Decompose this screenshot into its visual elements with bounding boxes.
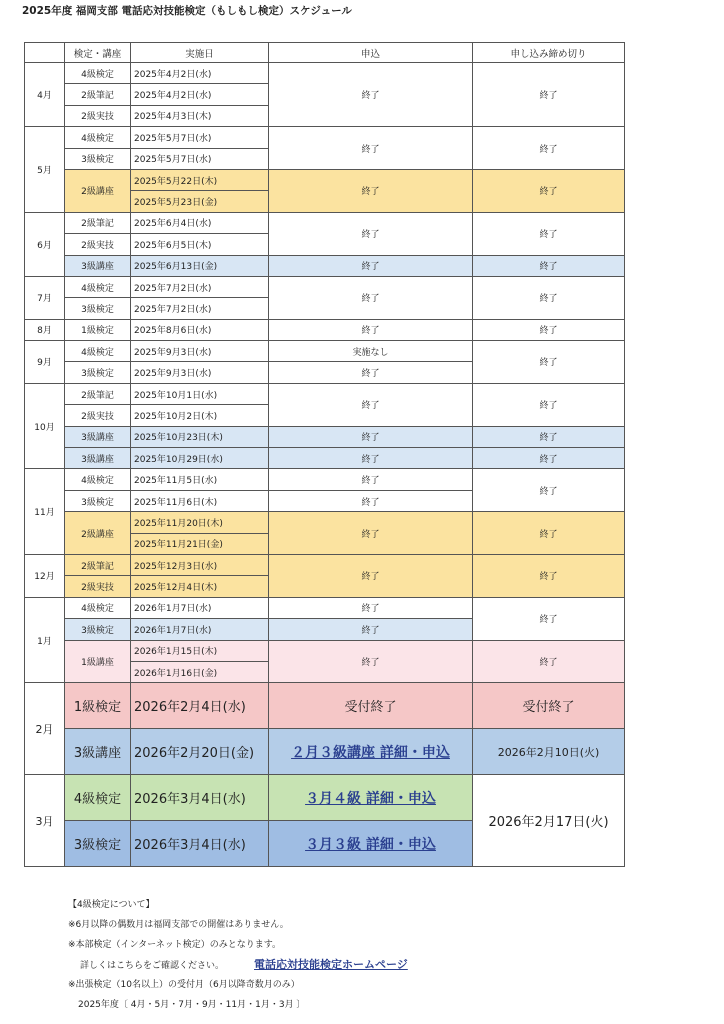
note-line: ※出張検定（10名以上）の受付月（6月以降奇数月のみ） (68, 980, 300, 990)
exam-date: 2026年2月4日(水) (131, 683, 269, 729)
table-row (25, 319, 625, 340)
apply-cell (269, 729, 473, 775)
exam-type: 2級講座 (65, 169, 131, 212)
apply-cell (269, 775, 473, 821)
exam-type: 2級実技 (65, 405, 131, 426)
exam-date: 2025年11月5日(水) (131, 469, 269, 490)
deadline-status: 終了 (473, 212, 625, 255)
table-row (25, 255, 625, 276)
deadline-status: 終了 (473, 469, 625, 512)
table-row (25, 775, 625, 821)
exam-type: 4級検定 (65, 469, 131, 490)
apply-status: 終了 (269, 640, 473, 683)
table-row (25, 276, 625, 297)
table-row (25, 512, 625, 533)
exam-type: 4級検定 (65, 597, 131, 618)
note-line: ※6月以降の偶数月は福岡支部での開催はありません。 (68, 920, 289, 930)
apply-status: 終了 (269, 597, 473, 618)
exam-type: 2級筆記 (65, 383, 131, 404)
exam-date: 2026年1月7日(水) (131, 597, 269, 618)
exam-date: 2025年10月29日(水) (131, 448, 269, 469)
exam-type: 2級筆記 (65, 212, 131, 233)
exam-date: 2025年12月4日(木) (131, 576, 269, 597)
exam-date: 2025年6月13日(金) (131, 255, 269, 276)
table-row (25, 426, 625, 447)
exam-type: 3級検定 (65, 298, 131, 319)
month-label: 10月 (25, 383, 65, 469)
exam-date: 2026年2月20日(金) (131, 729, 269, 775)
apply-status: 終了 (269, 426, 473, 447)
apply-status: 終了 (269, 448, 473, 469)
exam-date: 2025年9月3日(水) (131, 341, 269, 362)
exam-date: 2025年11月6日(木) (131, 490, 269, 511)
deadline-status: 終了 (473, 276, 625, 319)
month-label: 5月 (25, 127, 65, 213)
deadline-status: 終了 (473, 426, 625, 447)
deadline-status: 終了 (473, 169, 625, 212)
deadline-status: 終了 (473, 127, 625, 170)
exam-date: 2025年10月23日(木) (131, 426, 269, 447)
apply-status: 終了 (269, 619, 473, 640)
exam-date: 2025年10月2日(木) (131, 405, 269, 426)
apply-status: 終了 (269, 319, 473, 340)
exam-date: 2025年7月2日(水) (131, 298, 269, 319)
apply-status: 終了 (269, 554, 473, 597)
exam-date: 2026年3月4日(水) (131, 775, 269, 821)
table-row (25, 729, 625, 775)
page-title: 2025年度 福岡支部 電話応対技能検定（もしもし検定）スケジュール (22, 5, 352, 17)
table-row (25, 640, 625, 661)
exam-type: 3級検定 (65, 619, 131, 640)
header-apply: 申込 (269, 43, 473, 63)
header-deadline: 申し込み締め切り (473, 43, 625, 63)
exam-date: 2025年8月6日(水) (131, 319, 269, 340)
exam-date: 2026年3月4日(水) (131, 821, 269, 867)
apply-status: 終了 (269, 127, 473, 170)
exam-date: 2025年4月3日(木) (131, 105, 269, 126)
month-label: 3月 (25, 775, 65, 867)
exam-type: 1級検定 (65, 683, 131, 729)
notes-heading: 【4級検定について】 (68, 900, 155, 910)
deadline-status: 2026年2月17日(火) (473, 775, 625, 867)
table-row (25, 597, 625, 618)
exam-type: 3級検定 (65, 490, 131, 511)
mar-4kyu-exam-link[interactable]: ３月４級 詳細・申込 (305, 790, 436, 807)
feb-3kyu-course-link[interactable]: ２月３級講座 詳細・申込 (291, 744, 450, 761)
apply-status: 終了 (269, 255, 473, 276)
exam-date: 2026年1月15日(木) (131, 640, 269, 661)
apply-status: 終了 (269, 212, 473, 255)
exam-type: 3級検定 (65, 362, 131, 383)
table-row (25, 169, 625, 190)
header-type: 検定・講座 (65, 43, 131, 63)
month-label: 2月 (25, 683, 65, 775)
apply-status: 実施なし (269, 341, 473, 362)
deadline-status: 終了 (473, 597, 625, 640)
apply-cell (269, 821, 473, 867)
exam-date: 2025年5月22日(木) (131, 169, 269, 190)
deadline-status: 終了 (473, 383, 625, 426)
table-row (25, 212, 625, 233)
deadline-status: 2026年2月10日(火) (473, 729, 625, 775)
month-label: 12月 (25, 554, 65, 597)
exam-type: 3級講座 (65, 255, 131, 276)
month-label: 7月 (25, 276, 65, 319)
exam-type: 4級検定 (65, 341, 131, 362)
exam-date: 2025年7月2日(水) (131, 276, 269, 297)
apply-status: 終了 (269, 63, 473, 127)
exam-type: 2級実技 (65, 105, 131, 126)
exam-type: 4級検定 (65, 276, 131, 297)
note-text: 詳しくはこちらをご確認ください。 (80, 961, 225, 971)
exam-type: 2級筆記 (65, 84, 131, 105)
header-month (25, 43, 65, 63)
header-date: 実施日 (131, 43, 269, 63)
exam-type: 1級講座 (65, 640, 131, 683)
exam-date: 2025年6月4日(水) (131, 212, 269, 233)
exam-date: 2025年9月3日(水) (131, 362, 269, 383)
exam-type: 3級講座 (65, 426, 131, 447)
mar-3kyu-exam-link[interactable]: ３月３級 詳細・申込 (305, 836, 436, 853)
month-label: 8月 (25, 319, 65, 340)
exam-type: 1級検定 (65, 319, 131, 340)
apply-status: 終了 (269, 512, 473, 555)
apply-status: 終了 (269, 469, 473, 490)
table-row (25, 448, 625, 469)
table-row (25, 554, 625, 575)
exam-date: 2025年10月1日(水) (131, 383, 269, 404)
header-row (25, 43, 625, 63)
month-label: 1月 (25, 597, 65, 683)
table-row (25, 383, 625, 404)
table-row (25, 469, 625, 490)
deadline-status: 終了 (473, 554, 625, 597)
exam-date: 2026年1月16日(金) (131, 661, 269, 682)
exam-type: 2級実技 (65, 576, 131, 597)
apply-status: 終了 (269, 362, 473, 383)
table-row (25, 683, 625, 729)
deadline-status: 終了 (473, 640, 625, 683)
apply-status: 終了 (269, 383, 473, 426)
note-line: 2025年度〔 4月・5月・7月・9月・11月・1月・3月 〕 (78, 1000, 306, 1010)
table-row (25, 341, 625, 362)
exam-type: 3級講座 (65, 448, 131, 469)
deadline-status: 受付終了 (473, 683, 625, 729)
exam-type: 2級筆記 (65, 554, 131, 575)
exam-date: 2025年11月21日(金) (131, 533, 269, 554)
exam-type: 2級講座 (65, 512, 131, 555)
apply-status: 終了 (269, 490, 473, 511)
exam-type: 3級検定 (65, 821, 131, 867)
deadline-status: 終了 (473, 512, 625, 555)
exam-date: 2026年1月7日(水) (131, 619, 269, 640)
exam-type: 4級検定 (65, 63, 131, 84)
apply-status: 受付終了 (269, 683, 473, 729)
notes-section (68, 895, 408, 1015)
exam-date: 2025年4月2日(水) (131, 63, 269, 84)
apply-status: 終了 (269, 276, 473, 319)
month-label: 4月 (25, 63, 65, 127)
note-line (68, 955, 408, 975)
deadline-status: 終了 (473, 255, 625, 276)
deadline-status: 終了 (473, 319, 625, 340)
month-label: 6月 (25, 212, 65, 276)
table-row (25, 63, 625, 84)
deadline-status: 終了 (473, 63, 625, 127)
deadline-status: 終了 (473, 448, 625, 469)
exam-type: 3級検定 (65, 148, 131, 169)
exam-date: 2025年4月2日(水) (131, 84, 269, 105)
exam-date: 2025年11月20日(木) (131, 512, 269, 533)
homepage-link[interactable]: 電話応対技能検定ホームページ (254, 958, 408, 971)
exam-type: 4級検定 (65, 775, 131, 821)
exam-type: 3級講座 (65, 729, 131, 775)
exam-type: 4級検定 (65, 127, 131, 148)
exam-date: 2025年5月7日(水) (131, 127, 269, 148)
exam-date: 2025年5月7日(水) (131, 148, 269, 169)
exam-date: 2025年6月5日(木) (131, 234, 269, 255)
month-label: 11月 (25, 469, 65, 555)
apply-status: 終了 (269, 169, 473, 212)
month-label: 9月 (25, 341, 65, 384)
exam-date: 2025年5月23日(金) (131, 191, 269, 212)
note-line: ※本部検定（インターネット検定）のみとなります。 (68, 940, 282, 950)
exam-date: 2025年12月3日(水) (131, 554, 269, 575)
table-row (25, 127, 625, 148)
exam-type: 2級実技 (65, 234, 131, 255)
deadline-status: 終了 (473, 341, 625, 384)
schedule-table (24, 42, 625, 867)
